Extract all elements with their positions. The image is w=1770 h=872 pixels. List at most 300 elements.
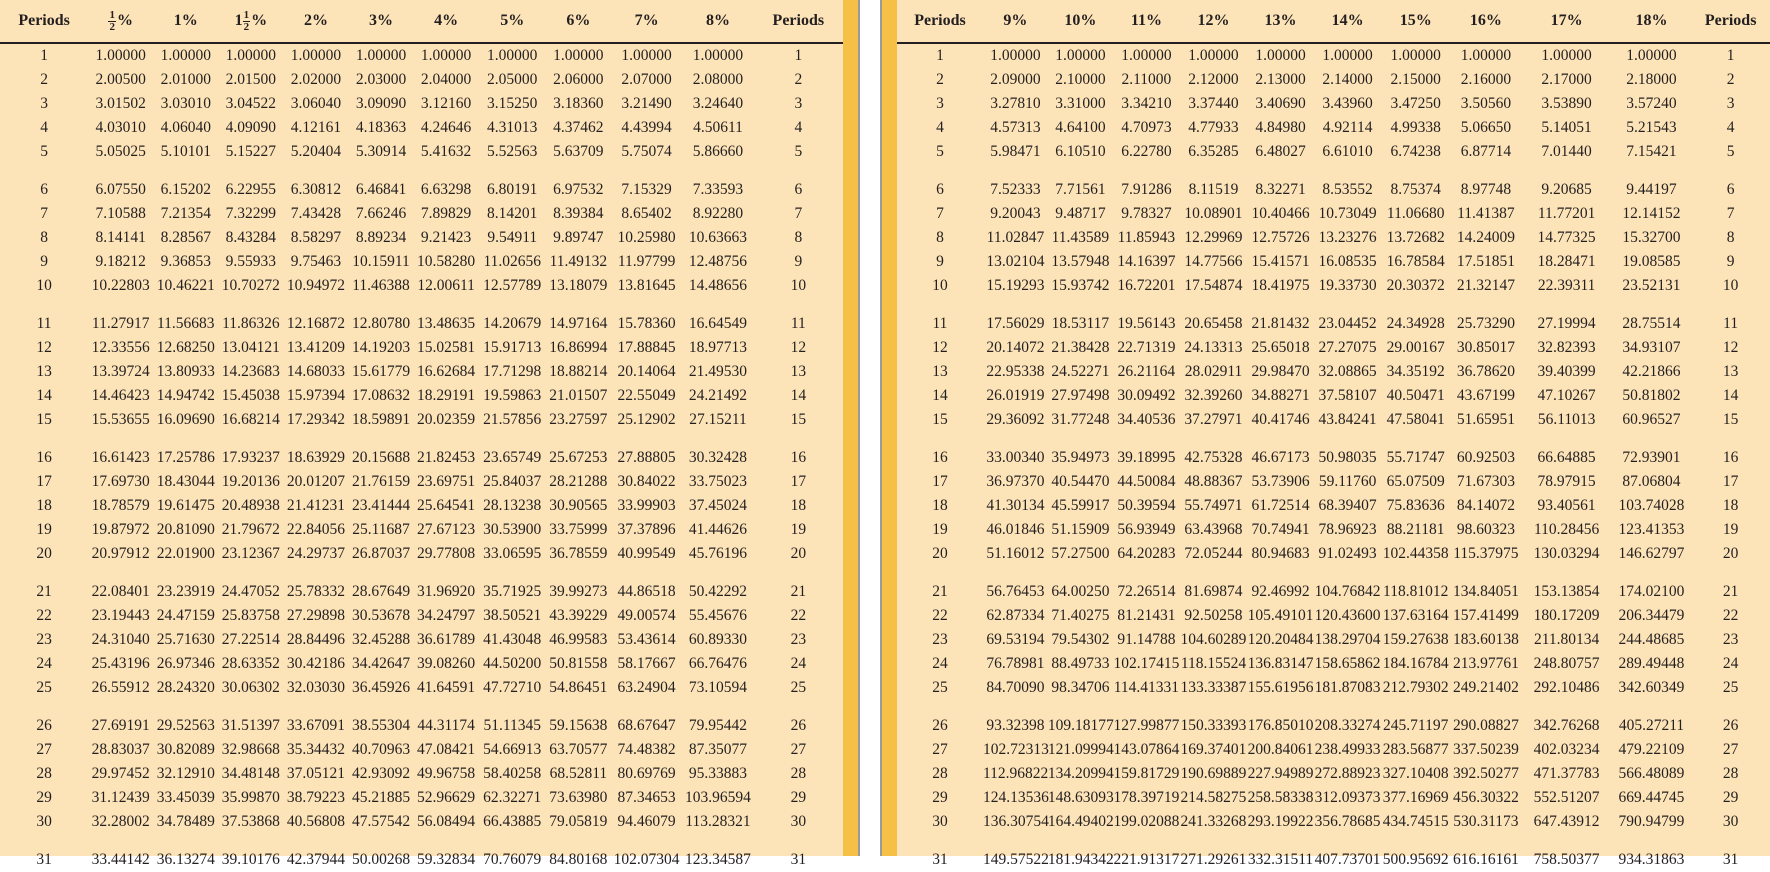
period-cell-right: 12 <box>790 339 807 356</box>
value-cell: 8.28567 <box>160 229 211 246</box>
value-cell: 25.64541 <box>417 497 476 514</box>
value-cell: 95.33883 <box>688 765 748 782</box>
rate-header: 12% <box>1197 12 1230 29</box>
value-cell: 41.30134 <box>986 497 1045 514</box>
value-cell: 87.06804 <box>1622 473 1681 490</box>
rate-header <box>88 0 153 43</box>
table-row <box>0 274 843 298</box>
value-cell: 5.10101 <box>160 143 211 160</box>
value-cell: 6.97532 <box>553 181 604 198</box>
period-cell-right: 6 <box>794 181 803 198</box>
value-cell: 29.77808 <box>417 545 476 562</box>
value-cell: 5.75074 <box>621 143 672 160</box>
period-cell-right: 4 <box>1726 119 1735 136</box>
value-cell: 9.48717 <box>1055 205 1106 222</box>
value-cell: 26.55912 <box>91 679 150 696</box>
table-row <box>0 628 843 652</box>
rate-header: 15% <box>1399 12 1432 29</box>
period-cell: 16 <box>36 449 52 466</box>
period-cell: 17 <box>36 473 52 490</box>
value-cell: 115.37975 <box>1453 545 1519 562</box>
value-cell: 45.76196 <box>688 545 748 562</box>
value-cell: 1.00000 <box>487 47 538 64</box>
table-row <box>0 700 843 738</box>
period-cell-right: 9 <box>794 253 803 270</box>
percent-sign: % <box>181 12 198 29</box>
value-cell: 8.14141 <box>95 229 146 246</box>
rate-fraction <box>108 10 116 33</box>
rate-whole: 5 <box>500 12 509 29</box>
value-cell: 10.22803 <box>91 277 150 294</box>
period-cell: 18 <box>932 497 948 514</box>
value-cell: 3.09090 <box>355 95 407 112</box>
value-cell: 23.12367 <box>221 545 280 562</box>
value-cell: 62.32271 <box>483 789 542 806</box>
period-cell-right: 30 <box>1722 813 1739 830</box>
value-cell: 159.81729 <box>1113 765 1180 782</box>
value-cell: 159.27638 <box>1382 631 1449 648</box>
fraction-denominator: 2 <box>109 20 115 33</box>
rate-header <box>153 0 218 43</box>
table-row <box>0 140 843 164</box>
period-cell: 23 <box>36 631 52 648</box>
value-cell: 2.04000 <box>420 71 472 88</box>
value-cell: 58.17667 <box>617 655 676 672</box>
rate-header: 10% <box>1064 12 1097 29</box>
value-cell: 24.21492 <box>688 387 748 404</box>
period-cell: 31 <box>932 851 948 868</box>
period-cell: 14 <box>932 387 948 404</box>
value-cell: 2.02000 <box>290 71 342 88</box>
period-cell: 9 <box>936 253 944 270</box>
value-cell: 73.10594 <box>688 679 748 696</box>
value-cell: 169.37401 <box>1180 741 1247 758</box>
value-cell: 25.83758 <box>221 607 280 624</box>
value-cell: 28.75514 <box>1622 315 1681 332</box>
value-cell: 34.35192 <box>1386 363 1445 380</box>
value-cell: 81.69874 <box>1184 583 1243 600</box>
value-cell: 8.11519 <box>1188 181 1239 198</box>
period-cell-right: 31 <box>1722 851 1739 868</box>
period-cell-right: 31 <box>790 851 807 868</box>
value-cell: 479.22109 <box>1618 741 1685 758</box>
value-cell: 4.37462 <box>553 119 604 136</box>
value-cell: 49.96758 <box>417 765 476 782</box>
value-cell: 17.29342 <box>286 411 345 428</box>
value-cell: 13.04121 <box>221 339 280 356</box>
period-cell-right: 24 <box>790 655 807 672</box>
value-cell: 113.28321 <box>685 813 751 830</box>
value-cell: 91.14788 <box>1117 631 1176 648</box>
value-cell: 174.02100 <box>1618 583 1685 600</box>
value-cell: 18.43044 <box>156 473 215 490</box>
value-cell: 16.86994 <box>549 339 608 356</box>
value-cell: 34.78489 <box>156 813 215 830</box>
value-cell: 8.92280 <box>692 205 744 222</box>
value-cell: 23.04452 <box>1318 315 1377 332</box>
table-row <box>897 164 1770 202</box>
value-cell: 137.63164 <box>1382 607 1449 624</box>
period-cell: 10 <box>36 277 52 294</box>
value-cell: 4.64100 <box>1055 119 1106 136</box>
value-cell: 10.46221 <box>156 277 215 294</box>
value-cell: 121.09994 <box>1047 741 1114 758</box>
value-cell: 47.08421 <box>417 741 476 758</box>
value-cell: 7.89829 <box>420 205 472 222</box>
value-cell: 5.30914 <box>355 143 407 160</box>
value-cell: 36.13274 <box>156 851 215 868</box>
value-cell: 5.14051 <box>1541 119 1592 136</box>
table-row <box>897 470 1770 494</box>
period-cell-right: 23 <box>1722 631 1739 648</box>
value-cell: 1.00000 <box>1255 47 1306 64</box>
value-cell: 456.30322 <box>1452 789 1519 806</box>
table-row <box>0 566 843 604</box>
value-cell: 39.08260 <box>417 655 476 672</box>
value-cell: 4.03010 <box>95 119 146 136</box>
rate-header <box>611 0 682 43</box>
period-cell: 13 <box>36 363 52 380</box>
value-cell: 22.71319 <box>1117 339 1176 356</box>
value-cell: 47.10267 <box>1537 387 1596 404</box>
period-cell: 15 <box>932 411 948 428</box>
value-cell: 337.50239 <box>1452 741 1519 758</box>
rate-header: 16% <box>1469 12 1502 29</box>
table-row <box>897 140 1770 164</box>
value-cell: 8.43284 <box>225 229 277 246</box>
value-cell: 44.31174 <box>417 717 475 734</box>
value-cell: 102.72313 <box>982 741 1049 758</box>
rate-whole: 1 <box>234 11 243 29</box>
value-cell: 213.97761 <box>1452 655 1519 672</box>
value-cell: 64.20283 <box>1117 545 1176 562</box>
value-cell: 42.75328 <box>1184 449 1243 466</box>
table-row <box>0 494 843 518</box>
table-row <box>897 518 1770 542</box>
value-cell: 60.96527 <box>1622 411 1681 428</box>
table-row <box>897 738 1770 762</box>
period-cell-right: 25 <box>790 679 807 696</box>
period-cell-right: 8 <box>794 229 803 246</box>
value-cell: 53.73906 <box>1251 473 1310 490</box>
period-cell-right: 16 <box>1722 449 1739 466</box>
value-cell: 14.97164 <box>549 315 608 332</box>
value-cell: 13.23276 <box>1318 229 1377 246</box>
value-cell: 290.08827 <box>1452 717 1519 734</box>
value-cell: 68.52811 <box>549 765 608 782</box>
value-cell: 13.41209 <box>286 339 345 356</box>
value-cell: 14.16397 <box>1117 253 1176 270</box>
value-cell: 74.48382 <box>617 741 676 758</box>
value-cell: 37.58107 <box>1318 387 1377 404</box>
value-cell: 39.18995 <box>1117 449 1176 466</box>
rate-header <box>414 0 479 43</box>
table-row <box>0 652 843 676</box>
percent-sign: % <box>574 12 591 29</box>
value-cell: 136.83147 <box>1247 655 1314 672</box>
value-cell: 36.78559 <box>549 545 608 562</box>
value-cell: 4.31013 <box>487 119 538 136</box>
value-cell: 24.29737 <box>286 545 345 562</box>
value-cell: 15.93742 <box>1051 277 1110 294</box>
value-cell: 4.09090 <box>225 119 277 136</box>
period-cell: 6 <box>936 181 944 198</box>
value-cell: 31.51397 <box>221 717 280 734</box>
value-cell: 153.13854 <box>1533 583 1600 600</box>
value-cell: 7.43428 <box>290 205 342 222</box>
value-cell: 8.97748 <box>1460 181 1512 198</box>
value-cell: 200.84061 <box>1247 741 1314 758</box>
value-cell: 12.48756 <box>688 253 748 270</box>
period-cell: 4 <box>40 119 48 136</box>
value-cell: 17.93237 <box>221 449 280 466</box>
value-cell: 10.40466 <box>1251 205 1310 222</box>
value-cell: 3.53890 <box>1541 95 1592 112</box>
period-cell: 20 <box>932 545 948 562</box>
value-cell: 11.77201 <box>1537 205 1596 222</box>
value-cell: 59.32834 <box>417 851 476 868</box>
value-cell: 4.84980 <box>1255 119 1306 136</box>
value-cell: 1.00000 <box>1055 47 1106 64</box>
value-cell: 14.77566 <box>1184 253 1243 270</box>
value-cell: 29.00167 <box>1386 339 1445 356</box>
period-cell-right: 6 <box>1726 181 1735 198</box>
table-row <box>897 700 1770 738</box>
value-cell: 6.30812 <box>290 181 342 198</box>
value-cell: 3.43960 <box>1322 95 1373 112</box>
value-cell: 4.70973 <box>1121 119 1172 136</box>
value-cell: 1.00000 <box>420 47 472 64</box>
value-cell: 23.69751 <box>417 473 476 490</box>
value-cell: 2.11000 <box>1121 71 1172 88</box>
value-cell: 3.04522 <box>225 95 277 112</box>
value-cell: 30.09492 <box>1117 387 1176 404</box>
value-cell: 35.99870 <box>221 789 280 806</box>
table-row <box>0 762 843 786</box>
value-cell: 6.07550 <box>95 181 146 198</box>
value-cell: 31.77248 <box>1051 411 1110 428</box>
value-cell: 6.35285 <box>1188 143 1239 160</box>
value-cell: 32.39260 <box>1184 387 1243 404</box>
period-cell-right: 17 <box>1722 473 1739 490</box>
value-cell: 32.45288 <box>351 631 411 648</box>
value-cell: 32.82393 <box>1537 339 1596 356</box>
table-row <box>897 336 1770 360</box>
value-cell: 248.80757 <box>1533 655 1600 672</box>
value-cell: 9.21423 <box>420 229 472 246</box>
value-cell: 6.22780 <box>1121 143 1172 160</box>
period-cell-right: 19 <box>790 521 807 538</box>
period-cell: 5 <box>936 143 944 160</box>
value-cell: 28.02911 <box>1184 363 1243 380</box>
value-cell: 241.33268 <box>1180 813 1247 830</box>
value-cell: 4.18363 <box>355 119 407 136</box>
value-cell: 44.50084 <box>1117 473 1176 490</box>
value-cell: 11.49132 <box>549 253 608 270</box>
value-cell: 5.98471 <box>990 143 1041 160</box>
value-cell: 22.84056 <box>286 521 345 538</box>
value-cell: 15.61779 <box>351 363 411 380</box>
value-cell: 14.19203 <box>351 339 411 356</box>
value-cell: 6.87714 <box>1460 143 1512 160</box>
value-cell: 669.44745 <box>1618 789 1685 806</box>
rate-header: 11% <box>1130 12 1162 29</box>
value-cell: 23.41444 <box>351 497 411 514</box>
period-cell: 14 <box>36 387 52 404</box>
periods-header-right: Periods <box>1704 12 1757 29</box>
value-cell: 27.97498 <box>1051 387 1110 404</box>
value-cell: 102.07304 <box>613 851 680 868</box>
value-cell: 29.97452 <box>91 765 150 782</box>
value-cell: 9.20043 <box>990 205 1041 222</box>
value-cell: 2.17000 <box>1541 71 1592 88</box>
value-cell: 78.97915 <box>1537 473 1596 490</box>
value-cell: 27.88805 <box>617 449 676 466</box>
table-row <box>0 250 843 274</box>
value-cell: 3.01502 <box>95 95 146 112</box>
value-cell: 34.40536 <box>1117 411 1176 428</box>
value-cell: 73.63980 <box>549 789 608 806</box>
value-cell: 43.39229 <box>549 607 608 624</box>
table-row <box>0 336 843 360</box>
value-cell: 27.29898 <box>286 607 345 624</box>
value-cell: 123.34587 <box>685 851 751 868</box>
value-cell: 9.20685 <box>1541 181 1592 198</box>
value-cell: 8.39384 <box>553 205 604 222</box>
period-cell: 17 <box>932 473 948 490</box>
value-cell: 15.45038 <box>221 387 280 404</box>
value-cell: 54.86451 <box>549 679 608 696</box>
value-cell: 134.20994 <box>1047 765 1114 782</box>
value-cell: 342.76268 <box>1533 717 1600 734</box>
value-cell: 1.00000 <box>160 47 211 64</box>
value-cell: 15.41571 <box>1251 253 1310 270</box>
value-cell: 21.82453 <box>417 449 476 466</box>
rate-whole: 4 <box>434 12 443 29</box>
period-cell-right: 13 <box>790 363 807 380</box>
table-row <box>0 604 843 628</box>
value-cell: 29.98470 <box>1251 363 1310 380</box>
period-cell-right: 24 <box>1722 655 1739 672</box>
value-cell: 3.34210 <box>1121 95 1172 112</box>
left-page-edge-stripe <box>843 0 858 856</box>
value-cell: 1.00000 <box>692 47 744 64</box>
value-cell: 58.40258 <box>483 765 542 782</box>
period-cell-right: 4 <box>794 119 803 136</box>
value-cell: 190.69889 <box>1180 765 1247 782</box>
table-row <box>0 786 843 810</box>
period-cell-right: 5 <box>1726 143 1735 160</box>
value-cell: 9.18212 <box>95 253 146 270</box>
table-row <box>897 116 1770 140</box>
value-cell: 50.42292 <box>688 583 748 600</box>
value-cell: 30.53678 <box>351 607 411 624</box>
value-cell: 24.13313 <box>1184 339 1243 356</box>
value-cell: 118.15524 <box>1180 655 1247 672</box>
value-cell: 616.16161 <box>1452 851 1519 868</box>
value-cell: 72.93901 <box>1622 449 1681 466</box>
value-cell: 14.46423 <box>91 387 150 404</box>
value-cell: 75.83636 <box>1386 497 1445 514</box>
table-row <box>0 834 843 872</box>
value-cell: 3.57240 <box>1626 95 1677 112</box>
value-cell: 10.58280 <box>417 253 476 270</box>
period-cell: 4 <box>936 119 944 136</box>
percent-sign: % <box>508 12 525 29</box>
period-cell-right: 27 <box>790 741 807 758</box>
value-cell: 5.05025 <box>95 143 146 160</box>
value-cell: 34.48148 <box>221 765 280 782</box>
period-cell-right: 5 <box>794 143 803 160</box>
value-cell: 41.43048 <box>483 631 542 648</box>
value-cell: 105.49101 <box>1247 607 1314 624</box>
value-cell: 1.00000 <box>1390 47 1441 64</box>
value-cell: 15.97394 <box>286 387 345 404</box>
value-cell: 24.34928 <box>1386 315 1445 332</box>
value-cell: 27.22514 <box>221 631 280 648</box>
value-cell: 103.74028 <box>1618 497 1685 514</box>
value-cell: 65.07509 <box>1386 473 1445 490</box>
value-cell: 66.43885 <box>483 813 542 830</box>
value-cell: 17.88845 <box>617 339 676 356</box>
value-cell: 45.21885 <box>351 789 411 806</box>
table-row <box>0 676 843 700</box>
value-cell: 91.02493 <box>1318 545 1377 562</box>
value-cell: 16.08535 <box>1318 253 1377 270</box>
value-cell: 68.67647 <box>617 717 676 734</box>
value-cell: 4.50611 <box>693 119 743 136</box>
value-cell: 1.00000 <box>225 47 277 64</box>
value-cell: 6.46841 <box>355 181 407 198</box>
rate-header <box>546 0 611 43</box>
value-cell: 2.01500 <box>225 71 277 88</box>
table-row <box>0 518 843 542</box>
value-cell: 434.74515 <box>1382 813 1449 830</box>
value-cell: 3.24640 <box>692 95 744 112</box>
value-cell: 30.42186 <box>286 655 345 672</box>
value-cell: 50.81558 <box>549 655 608 672</box>
value-cell: 34.42647 <box>351 655 411 672</box>
value-cell: 1.00000 <box>1541 47 1592 64</box>
value-cell: 14.24009 <box>1456 229 1515 246</box>
period-cell-right: 29 <box>1722 789 1739 806</box>
value-cell: 60.92503 <box>1456 449 1515 466</box>
table-row <box>0 92 843 116</box>
value-cell: 16.62684 <box>417 363 476 380</box>
value-cell: 332.31511 <box>1247 851 1314 868</box>
value-cell: 178.39719 <box>1113 789 1180 806</box>
value-cell: 8.65402 <box>621 205 672 222</box>
value-cell: 59.11760 <box>1318 473 1377 490</box>
value-cell: 402.03234 <box>1533 741 1600 758</box>
value-cell: 2.03000 <box>355 71 407 88</box>
value-cell: 23.27597 <box>549 411 608 428</box>
value-cell: 71.40275 <box>1051 607 1110 624</box>
value-cell: 10.70272 <box>221 277 280 294</box>
value-cell: 59.15638 <box>549 717 608 734</box>
value-cell: 8.53552 <box>1322 181 1373 198</box>
value-cell: 18.29191 <box>417 387 476 404</box>
period-cell: 12 <box>36 339 52 356</box>
period-cell-right: 11 <box>1723 315 1739 332</box>
period-cell-right: 15 <box>1722 411 1739 428</box>
value-cell: 84.14072 <box>1456 497 1515 514</box>
value-cell: 4.99338 <box>1390 119 1441 136</box>
value-cell: 221.91317 <box>1113 851 1180 868</box>
period-cell: 3 <box>40 95 48 112</box>
value-cell: 377.16969 <box>1382 789 1449 806</box>
value-cell: 1.00000 <box>1322 47 1373 64</box>
